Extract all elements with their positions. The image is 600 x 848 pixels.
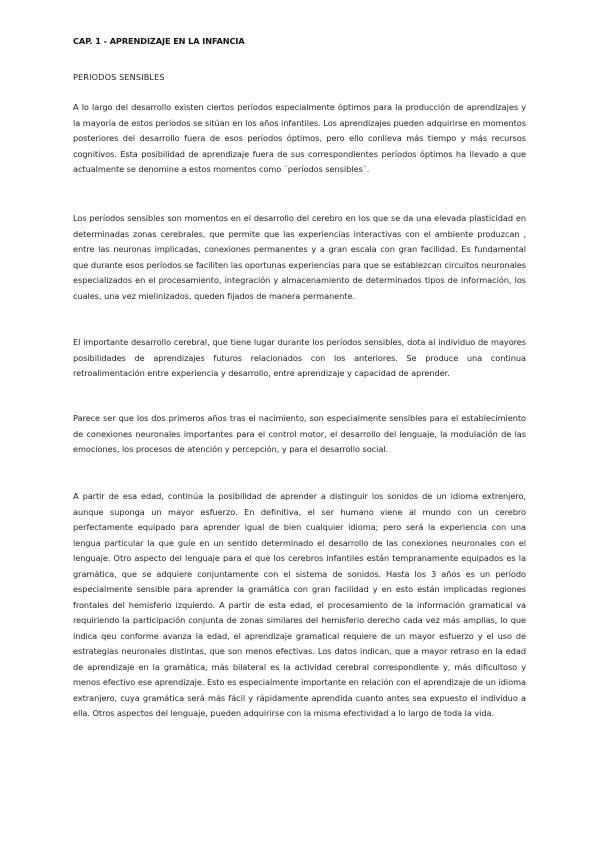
paragraph: El importante desarrollo cerebral, que tiene lugar durante los períodos sensibles, dota al individuo de mayores posibilidades de aprendizajes futuros relacionados con los anteriores. Se produce una continua retroalimentación entre experiencia y desarrollo, entre aprendizaje y capacidad de aprender. <box>73 337 526 378</box>
paragraph: A partir de esa edad, continúa la posibilidad de aprender a distinguir los sonidos de un idioma extrenjero, aunque suponga un mayor esfuerzo. En definitiva, el ser humano viene al mundo con un cerebro perfectamente equipado para aprender igual de bien cualquier idioma; pero será la experiencia con una lengua particular la que guíe en un sentido determinado el desarrollo de las conexiones neuronales con el lenguaje. Otro aspecto del lenguaje para el que los cerebros infantiles están tempranamente equipados es la gramática, que se adquiere conjuntamente con el sistema de sonidos. Hasta los 3 años es un período especialmente sensible para aprender la gramática con gran facilidad y en esto están implicadas regiones frontales del hemisferio izquierdo. A partir de esta edad, el procesamiento de la información gramatical va requiriendo la participación conjunta de zonas similares del hemisferio derecho cada vez más amplias, lo que indica qeu conforme avanza la edad, el aprendizaje gramatical requiere de un mayor esfuerzo y el uso de estrategias neuronales distintas, que son menos efectivas. Los datos indican, que a mayor retraso en la edad de aprendizaje en la gramática, más bilateral es la actividad cerebral correspondiente y, más dificultoso y menos efectivo ese aprendizaje. Esto es especialmente importante en relación con el aprendizaje de un idioma extranjero, cuya gramática será más fácil y rápidamente aprendida cuanto antes sea expuesto el individuo a ella. Otros aspectos del lenguaje, pueden adquirirse con la misma efectividad a lo largo de toda la vida. <box>73 491 526 718</box>
section-title: PERIODOS SENSIBLES <box>73 72 165 82</box>
chapter-title: CAP. 1 - APRENDIZAJE EN LA INFANCIA <box>73 36 245 46</box>
paragraph: A lo largo del desarrollo existen ciertos períodos especialmente óptimos para la producción de aprendizajes y la mayoría de estos períodos se sitúan en los años infantiles. Los aprendizajes pueden adquirirse en momentos posteriores del desarrollo fuera de esos períodos óptimos, pero ello conlleva más tiempo y más recursos cognitivos. Esta posibilidad de aprendizaje fuera de sus correspondientes períodos óptimos ha llevado a que actualmente se denomine a estos momentos como ¨períodos sensibles¨. <box>73 102 526 174</box>
paragraph: Parece ser que los dos primeros años tras el nacimiento, son especialmente sensibles para el establecimiento de conexiones neuronales importantes para el control motor, el desarrollo del lenguaje, la modulación de las emociones, los procesos de atención y percepción, y para el desarrollo social. <box>73 413 526 454</box>
paragraph: Los períodos sensibles son momentos en el desarrollo del cerebro en los que se da una elevada plasticidad en determinadas zonas cerebrales, que permite que las experiencias interactivas con el ambiente produzcan , entre las neuronas implicadas, conexiones permanentes y a gran escala con gran facilidad. Es fundamental que durante esos períodos se faciliten las oportunas experiencias para que se establezcan circuitos neuronales especializados en el procesamiento, integración y almacenamiento de determinados tipos de información, los cuales, una vez mielinizados, queden fijados de manera permanente. <box>73 213 526 301</box>
